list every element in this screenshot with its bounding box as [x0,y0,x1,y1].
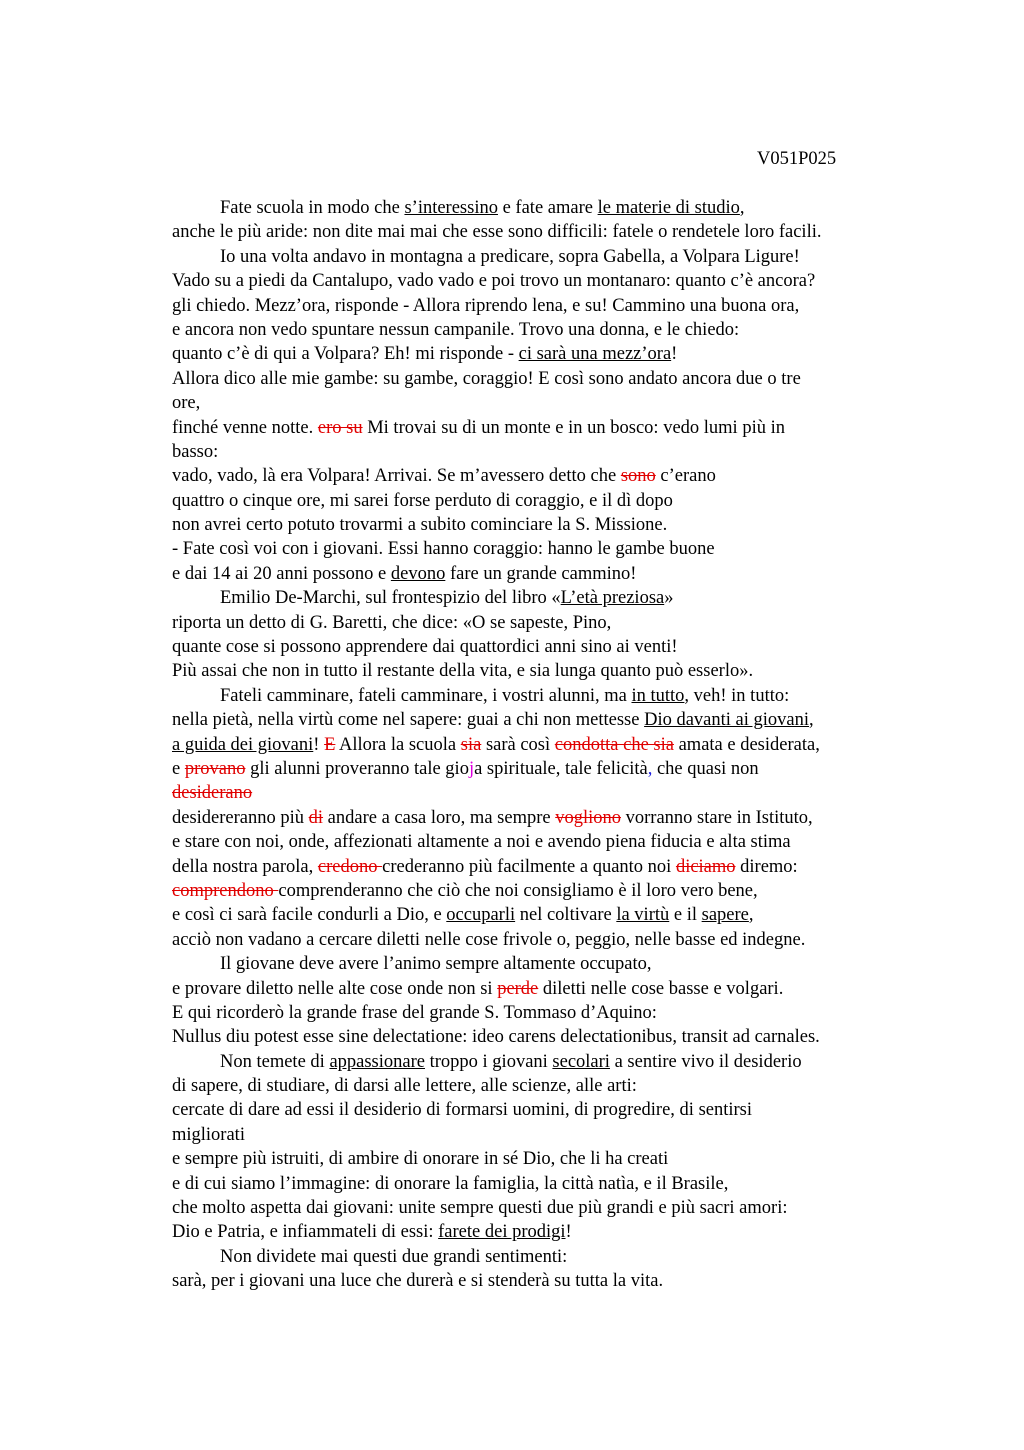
underlined-text: devono [390,563,446,584]
text-line [172,416,912,440]
text-segment: » [664,588,674,609]
text-segment: e ancora non vedo spuntare nessun campanile. Trovo una donna, e le chiedo: [172,319,740,340]
text-segment: che molto aspetta dai giovani: unite sempre questi due più grandi e più sacri amori: [172,1198,788,1219]
text-segment: Allora la scuola [335,734,461,755]
text-segment: vado, vado, là era Volpara! Arrivai. Se m’avessero detto che [172,466,621,487]
text-segment: sarà, per i giovani una luce che durerà e si stenderà su tutta la vita. [172,1271,664,1292]
text-line [172,1147,912,1171]
text-segment: comprenderanno che ciò che noi consigliamo è il loro vero bene, [278,880,758,901]
text-line [172,708,912,732]
text-segment: nella pietà, nella virtù come nel sapere: guai a chi non mettesse [172,710,645,731]
deleted-text: di [308,807,324,828]
text-line [172,855,912,879]
underlined-text: s’interessino [404,198,498,218]
text-line [172,1220,912,1244]
text-line [172,952,912,976]
text-segment: amata e desiderata, [673,734,820,755]
text-line [172,342,912,366]
deleted-text: E [324,734,336,755]
text-line [172,659,912,683]
text-segment: Mi trovai su di un monte e in un bosco: vedo lumi più in [362,417,785,438]
deleted-text: diciamo [675,856,736,877]
deleted-text: perde [497,978,539,999]
text-line [172,489,912,513]
text-segment: e stare con noi, onde, affezionati altamente a noi e avendo piena fiducia e alta stima [172,832,791,853]
text-segment: fare un grande cammino! [445,563,637,584]
text-segment: Fateli camminare, fateli camminare, i vostri alunni, ma [220,685,632,706]
text-line [172,977,912,1001]
underlined-text: L’età preziosa [560,588,665,609]
deleted-text: condotta che sia [554,734,674,755]
text-segment: quanto c’è di qui a Volpara? Eh! mi risponde - [172,344,519,365]
text-segment: Emilio De-Marchi, sul frontespizio del libro « [220,588,561,609]
text-segment: Dio e Patria, e infiammateli di essi: [172,1222,439,1243]
text-segment: Più assai che non in tutto il restante della vita, e sia lunga quanto può esserlo». [172,661,754,682]
underlined-text: la virtù [616,905,670,926]
text-line [172,1098,912,1122]
text-segment: anche le più aride: non dite mai mai che esse sono difficili: fatele o rendetele loro facili. [172,222,822,243]
text-line [172,245,912,269]
text-segment: ore, [172,393,201,414]
text-line [172,1001,912,1025]
text-segment: - Fate così voi con i giovani. Essi hanno coraggio: hanno le gambe buone [172,539,715,560]
text-segment: Io una volta andavo in montagna a predicare, sopra Gabella, a Volpara Ligure! [220,246,800,267]
text-segment: Non dividete mai questi due grandi sentimenti: [220,1246,568,1267]
text-segment: Allora dico alle mie gambe: su gambe, coraggio! E così sono andato ancora due o tre [172,368,801,389]
text-line [172,733,912,757]
text-line [172,684,912,708]
text-line [172,391,912,415]
text-segment: Non temete di [220,1051,330,1072]
text-segment: della nostra parola, [172,856,318,877]
deleted-text: sia [460,734,482,755]
text-segment: desidereranno più [172,807,309,828]
text-line [172,220,912,244]
text-segment: e il [669,905,702,926]
text-line [172,928,912,952]
text-segment: acciò non vadano a cercare diletti nelle cose frivole o, peggio, nelle basse ed indegne. [172,929,806,950]
text-segment: diremo: [735,856,798,877]
text-segment: a sentire vivo il desiderio [609,1051,802,1072]
text-segment: e dai 14 ai 20 anni possono e [172,563,391,584]
underlined-text: Dio davanti ai giovani [644,710,810,731]
deleted-text: sono [620,466,656,487]
marked-text: , [647,758,653,779]
text-line [172,513,912,537]
text-segment: crederanno più facilmente a quanto noi [382,856,676,877]
underlined-text: in tutto [631,685,685,706]
text-line [172,1050,912,1074]
text-segment: e sempre più istruiti, di ambire di onorare in sé Dio, che li ha creati [172,1149,669,1170]
text-line [172,757,912,781]
text-line [172,1172,912,1196]
text-segment: che quasi non [652,758,759,779]
deleted-text: ero su [317,417,363,438]
text-segment: vorranno stare in Istituto, [621,807,813,828]
text-segment: ! [313,734,325,755]
text-line [172,1196,912,1220]
text-line [172,611,912,635]
text-line [172,269,912,293]
text-segment: e provare diletto nelle alte cose onde non si [172,978,498,999]
text-segment: andare a casa loro, ma sempre [323,807,556,828]
text-line [172,781,912,805]
text-segment: , [739,198,745,218]
text-line [172,586,912,610]
text-line [172,1074,912,1098]
text-line [172,196,912,220]
text-segment: , [809,710,814,731]
text-segment: finché venne notte. [172,417,318,438]
deleted-text: desiderano [172,783,253,804]
text-segment: quattro o cinque ore, mi sarei forse perduto di coraggio, e il dì dopo [172,490,673,511]
text-line [172,367,912,391]
text-line [172,537,912,561]
text-line [172,635,912,659]
deleted-text: comprendono [172,880,279,901]
text-segment: di sapere, di studiare, di darsi alle lettere, alle scienze, alle arti: [172,1076,637,1097]
underlined-text: appassionare [329,1051,425,1072]
text-segment: e così ci sarà facile condurli a Dio, e [172,905,447,926]
text-segment: cercate di dare ad essi il desiderio di formarsi uomini, di progredire, di sentirsi [172,1100,753,1121]
text-segment: , [748,905,754,926]
text-segment: e fate amare [497,198,598,218]
text-segment: a spirituale, tale felicità [474,758,648,779]
text-line [172,903,912,927]
text-segment: e [172,758,185,779]
text-line [172,440,912,464]
text-segment: ! [565,1222,572,1243]
text-segment: basso: [172,441,219,462]
text-segment: c’erano [655,466,716,487]
text-segment: ! [671,344,678,365]
page-id: V051P025 [757,149,837,169]
text-line [172,1245,912,1269]
text-segment: e di cui siamo l’immagine: di onorare la famiglia, la città natìa, e il Brasile, [172,1173,729,1194]
text-line [172,562,912,586]
text-line [172,1025,912,1049]
underlined-text: le materie di studio [597,198,740,218]
text-segment: sarà così [481,734,555,755]
marked-text: j [468,758,475,779]
text-line [172,879,912,903]
text-line [172,464,912,488]
text-segment: Il giovane deve avere l’animo sempre altamente occupato, [220,954,652,975]
text-segment: troppo i giovani [424,1051,553,1072]
text-segment: gli alunni proveranno tale gio [245,758,469,779]
text-segment: nel coltivare [515,905,617,926]
text-segment: E qui ricorderò la grande frase del grande S. Tommaso d’Aquino: [172,1002,657,1023]
text-line [172,806,912,830]
deleted-text: provano [184,758,246,779]
text-segment: Vado su a piedi da Cantalupo, vado vado e poi trovo un montanaro: quanto c’è ancora? [172,271,816,292]
text-segment: Fate scuola in modo che [220,198,405,218]
deleted-text: credono [317,856,383,877]
text-line [172,1269,912,1293]
text-segment: riporta un detto di G. Baretti, che dice: «O se sapeste, Pino, [172,612,612,633]
text-segment: diletti nelle cose basse e volgari. [538,978,784,999]
underlined-text: ci sarà una mezz’ora [518,344,672,365]
underlined-text: farete dei prodigi [438,1222,566,1243]
underlined-text: sapere [701,905,749,926]
text-segment: , veh! in tutto: [684,685,790,706]
text-segment: migliorati [172,1124,245,1145]
document-body [172,196,912,1294]
text-segment: Nullus diu potest esse sine delectatione: ideo carens delectationibus, transit ad carnales. [172,1027,820,1048]
text-line [172,318,912,342]
deleted-text: vogliono [555,807,621,828]
text-line [172,1123,912,1147]
text-line [172,830,912,854]
underlined-text: secolari [552,1051,610,1072]
text-segment: quante cose si possono apprendere dai quattordici anni sino ai venti! [172,637,678,658]
text-segment: non avrei certo potuto trovarmi a subito cominciare la S. Missione. [172,515,668,536]
underlined-text: occuparli [446,905,516,926]
text-segment: gli chiedo. Mezz’ora, risponde - Allora riprendo lena, e su! Cammino una buona ora, [172,295,800,316]
text-line [172,294,912,318]
underlined-text: a guida dei giovani [172,734,314,755]
